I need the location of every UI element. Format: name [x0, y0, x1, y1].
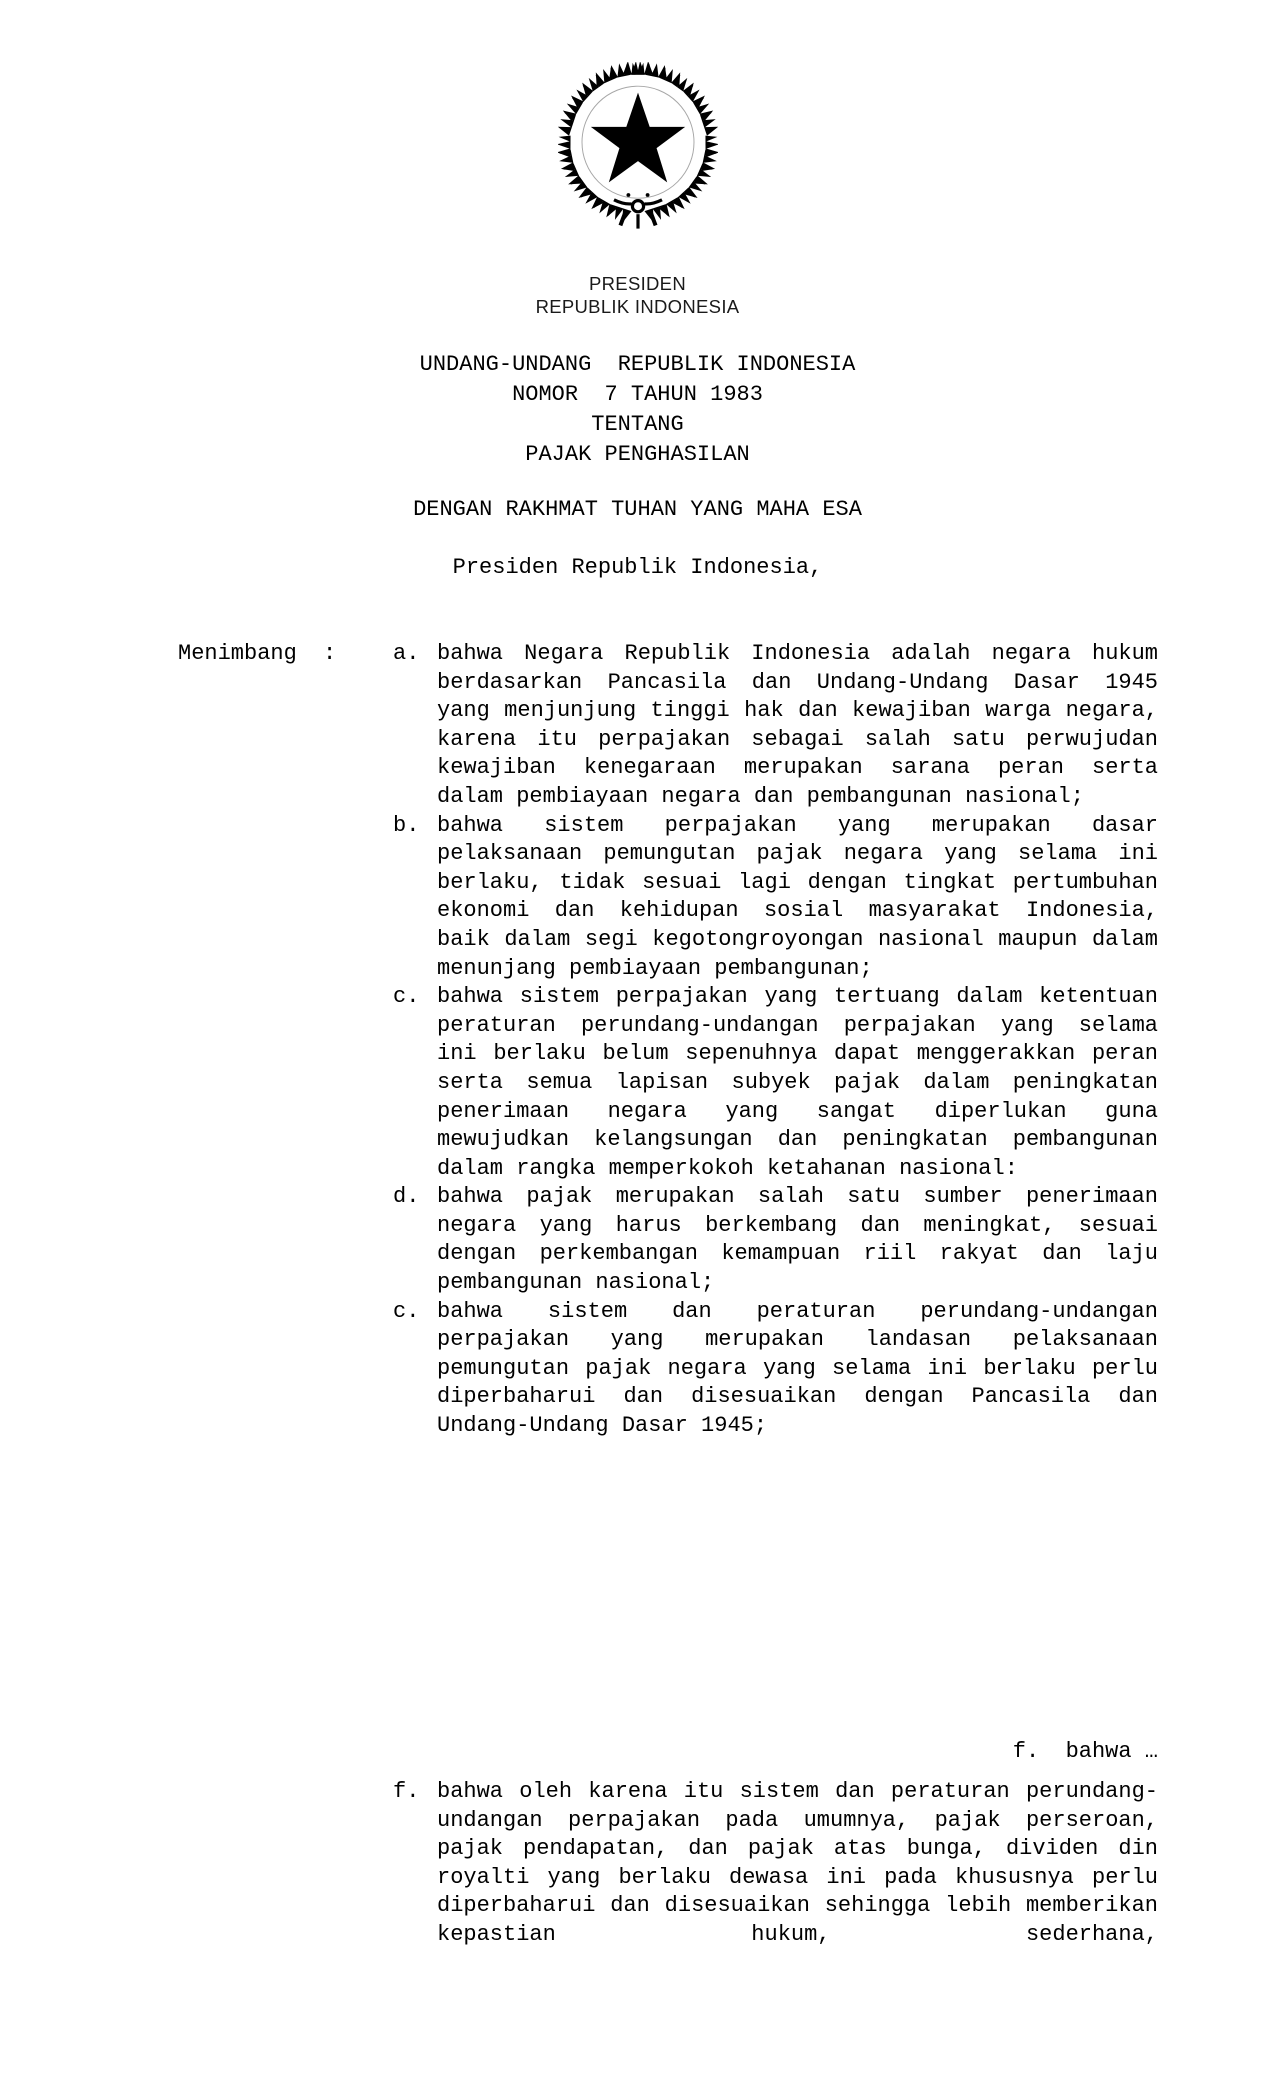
title-number-year: NOMOR 7 TAHUN 1983	[512, 382, 763, 407]
list-item	[393, 640, 1158, 812]
clause-text: bahwa sistem perpajakan yang merupakan dasar pelaksanaan pemungutan pajak negara yang selama ini berlaku, tidak sesuai lagi dengan tingkat pertumbuhan ekonomi dan kehidupan sosial masyarakat Indonesia, baik dalam segi kegotongroyongan nasional maupun dalam menunjang pembiayaan pembangunan;	[437, 812, 1158, 981]
trailing-clause-container	[393, 1778, 1158, 1978]
clause-text: bahwa sistem perpajakan yang tertuang dalam ketentuan peraturan perundang-undangan perpajakan yang selama ini berlaku belum sepenuhnya dapat menggerakkan peran serta semua lapisan subyek pajak dalam peningkatan penerimaan negara yang sangat diperlukan guna mewujudkan kelangsungan dan peningkatan pembangunan dalam rangka memperkokoh ketahanan nasional:	[437, 984, 1158, 1181]
considering-items-list	[393, 640, 1158, 1441]
authority-line-presiden: PRESIDEN	[589, 273, 686, 294]
clause-marker: a.	[393, 641, 420, 666]
clause-marker: d.	[393, 1184, 420, 1210]
title-law-type: UNDANG-UNDANG REPUBLIK INDONESIA	[419, 352, 856, 377]
divine-invocation: DENGAN RAKHMAT TUHAN YANG MAHA ESA	[413, 497, 862, 522]
list-item	[393, 1298, 1158, 1441]
list-item	[393, 1778, 1158, 1978]
considering-colon: :	[323, 641, 337, 666]
document-title-block	[0, 350, 1275, 470]
issuing-authority	[0, 272, 1275, 318]
list-item	[393, 812, 1158, 984]
title-about-keyword: TENTANG	[591, 412, 684, 437]
list-item	[393, 983, 1158, 1183]
clause-text: bahwa pajak merupakan salah satu sumber penerimaan negara yang harus berkembang dan meningkat, sesuai dengan perkembangan kemampuan riil rakyat dan laju pembangunan nasional;	[437, 1184, 1158, 1296]
considering-section	[178, 640, 1158, 1441]
presidential-star-wreath-icon	[558, 62, 718, 232]
authority-line-republik-indonesia: REPUBLIK INDONESIA	[535, 296, 740, 317]
clause-marker: f.	[393, 1779, 420, 1804]
clause-text: bahwa sistem dan peraturan perundang-undangan perpajakan yang merupakan landasan pelaksanaan pemungutan pajak negara yang selama ini berlaku perlu diperbaharui dan disesuaikan dengan Pancasila dan Undang-Undang Dasar 1945;	[437, 1298, 1158, 1439]
considering-label: Menimbang	[178, 641, 297, 666]
page-catchword: f. bahwa …	[1012, 1739, 1158, 1764]
clause-marker: c.	[393, 1298, 420, 1324]
clause-text: bahwa oleh karena itu sistem dan peraturan perundang-undangan perpajakan pada umumnya, pajak perseroan, pajak pendapatan, dan pajak atas bunga, dividen din royalti yang berlaku dewasa ini pada khususnya perlu diperbaharui dan disesuaikan sehingga lebih memberikan kepastian hukum, sederhana,	[437, 1779, 1158, 1947]
clause-marker: b.	[393, 812, 420, 838]
clause-text: bahwa Negara Republik Indonesia adalah negara hukum berdasarkan Pancasila dan Undang-Undang Dasar 1945 yang menjunjung tinggi hak dan kewajiban warga negara, karena itu perpajakan sebagai salah satu perwujudan kewajiban kenegaraan merupakan sarana peran serta dalam pembiayaan negara dan pembangunan nasional;	[437, 641, 1158, 809]
list-item	[393, 1183, 1158, 1297]
clause-marker: c.	[393, 984, 420, 1010]
emblem-container	[0, 62, 1275, 237]
signatory-heading: Presiden Republik Indonesia,	[452, 555, 823, 580]
title-subject: PAJAK PENGHASILAN	[525, 442, 750, 467]
considering-row	[178, 640, 1158, 1441]
